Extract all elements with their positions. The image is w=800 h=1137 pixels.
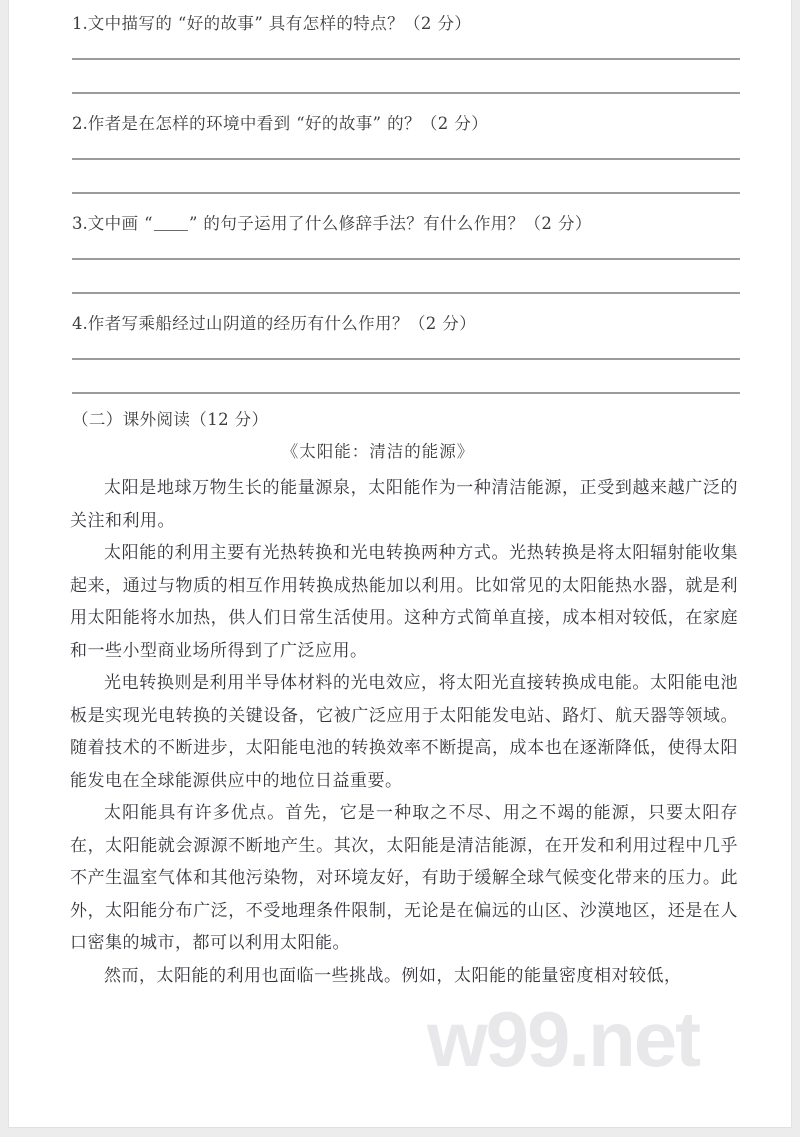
article-title: 《太阳能：清洁的能源》 bbox=[281, 442, 475, 461]
article-paragraph-4: 太阳能具有许多优点。首先，它是一种取之不尽、用之不竭的能源，只要太阳存在，太阳能就会源源不断地产生。其次，太阳能是清洁能源，在开发和利用过程中几乎不产生温室气体和其他污染物，对环境友好，有助于缓解全球气候变化带来的压力。此外，太阳能分布广泛，不受地理条件限制，无论是在偏远的山区、沙漠地区，还是在人口密集的城市，都可以利用太阳能。 bbox=[70, 803, 738, 953]
question-block-3 bbox=[64, 200, 740, 300]
question-text-3 bbox=[72, 210, 592, 234]
question-number-2: 2. bbox=[72, 114, 88, 133]
answer-line-1b[interactable] bbox=[72, 92, 740, 94]
answer-line-4a[interactable] bbox=[72, 358, 740, 360]
question-text-2 bbox=[72, 110, 488, 134]
answer-line-2b[interactable] bbox=[72, 192, 740, 194]
section-heading-extracurricular-reading: （二）课外阅读（12 分） bbox=[72, 410, 269, 429]
answer-line-1a[interactable] bbox=[72, 58, 740, 60]
question-text-1 bbox=[72, 10, 471, 34]
question-block-1 bbox=[64, 0, 740, 100]
question-prompt-2: 作者是在怎样的环境中看到 “好的故事” 的？（2 分） bbox=[87, 114, 489, 133]
exam-page bbox=[8, 0, 792, 1128]
page-content bbox=[64, 0, 740, 992]
question-number-1: 1. bbox=[72, 14, 88, 33]
article-paragraph-3: 光电转换则是利用半导体材料的光电效应，将太阳光直接转换成电能。太阳能电池板是实现光电转换的关键设备，它被广泛应用于太阳能发电站、路灯、航天器等领域。随着技术的不断进步，太阳能电池的转换效率不断提高，成本也在逐渐降低，使得太阳能发电在全球能源供应中的地位日益重要。 bbox=[70, 673, 738, 791]
question-prompt-3-prefix: 文中画 “ bbox=[87, 214, 153, 233]
article-body bbox=[64, 472, 740, 992]
article-paragraph-1: 太阳是地球万物生长的能量源泉，太阳能作为一种清洁能源，正受到越来越广泛的关注和利用。 bbox=[70, 478, 738, 531]
site-watermark: w99.net bbox=[427, 995, 700, 1083]
article-paragraph-5: 然而，太阳能的利用也面临一些挑战。例如，太阳能的能量密度相对较低， bbox=[104, 965, 682, 986]
article-paragraph-2: 太阳能的利用主要有光热转换和光电转换两种方式。光热转换是将太阳辐射能收集起来，通过与物质的相互作用转换成热能加以利用。比如常见的太阳能热水器，就是利用太阳能将水加热，供人们日常生活使用。这种方式简单直接，成本相对较低，在家庭和一些小型商业场所得到了广泛应用。 bbox=[70, 543, 738, 661]
answer-line-3a[interactable] bbox=[72, 258, 740, 260]
question-prompt-4: 作者写乘船经过山阴道的经历有什么作用？（2 分） bbox=[87, 314, 477, 333]
inline-blank-underline bbox=[154, 230, 188, 231]
question-text-4 bbox=[72, 310, 476, 334]
answer-line-2a[interactable] bbox=[72, 158, 740, 160]
question-prompt-1: 文中描写的 “好的故事” 具有怎样的特点？（2 分） bbox=[87, 14, 472, 33]
question-block-2 bbox=[64, 100, 740, 200]
answer-line-3b[interactable] bbox=[72, 292, 740, 294]
answer-line-4b[interactable] bbox=[72, 392, 740, 394]
question-number-3: 3. bbox=[72, 214, 88, 233]
question-number-4: 4. bbox=[72, 314, 88, 333]
question-block-4 bbox=[64, 300, 740, 400]
question-prompt-3-suffix: ” 的句子运用了什么修辞手法？有什么作用？（2 分） bbox=[188, 214, 592, 233]
